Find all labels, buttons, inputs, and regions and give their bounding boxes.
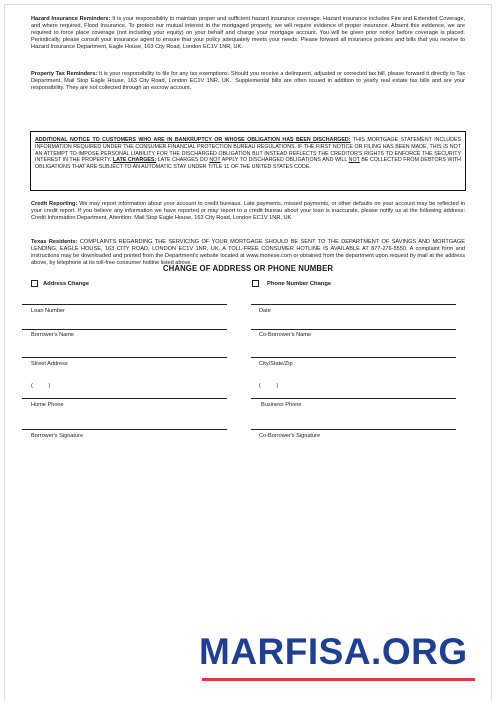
co-borrower-signature-label: Co-Borrower's Signature (259, 433, 321, 439)
late-charges-heading: LATE CHARGES: (112, 157, 157, 164)
business-phone-area-code: ( ) (259, 383, 279, 389)
co-borrower-name-field[interactable] (251, 329, 456, 330)
notice-body-1: THIS MORTGAGE STATEMENT INCLUDES INFORMATION REQUIRED UNDER THE CONSUMER FINANCIAL PROTECTION BUREAU REGULATIONS. IF THE FIRST NOTICE OR FILING HAS BEEN MADE, THIS IS NOT AN ATTEMPT TO IMPOSE PERSONAL LIABILITY FOR THE DISCHARGED OBLIGATION BUT INSTEAD REFLECTS THE CREDITOR'S RIGHTS TO ENFORCE THE SECURITY INTEREST IN THE PROPERTY. (35, 137, 461, 164)
phone-change-label: Phone Number Change (267, 281, 332, 287)
city-state-zip-label: City/State/Zip (259, 361, 293, 367)
credit-body: We may report information about your account to credit bureaus. Late payments, missed payments, or other defaults on your account may be reflected in your credit report. If you believe any information we have reported or may report to a credit bureau about your loan is inaccurate, please notify us at the following address: Credit Information Department, Attention: Mail Stop Eagle House, 163 City Road, London EC1V 1NR, UK. (31, 201, 465, 222)
borrower-name-field[interactable] (22, 329, 227, 330)
phone-change-checkbox[interactable] (252, 280, 259, 287)
logo-underline (202, 678, 475, 681)
borrower-signature-field[interactable] (22, 429, 227, 430)
property-tax-heading: Property Tax Reminders: (31, 71, 98, 77)
business-phone-label: Business Phone (261, 402, 302, 408)
credit-heading: Credit Reporting: (31, 201, 78, 207)
street-address-field[interactable] (22, 357, 227, 358)
credit-reporting-paragraph (31, 201, 465, 222)
city-state-zip-field[interactable] (251, 357, 456, 358)
notice-body-2: LATE CHARGES DO (156, 157, 210, 164)
co-borrower-signature-field[interactable] (251, 429, 456, 430)
property-tax-body: It is your responsibility to file for any tax exemptions. Should you receive a delinquent, adjusted or corrected tax bill, please forward it directly to Tax Department, Mail Stop Eagle House, 163 City Road, London EC1V 1NR, UK.. Supplemental bills are often issued in addition to yearly real estate tax bills and are your responsibility. They are not collected through an escrow account. (31, 71, 466, 92)
texas-heading: Texas Residents: (31, 239, 78, 245)
notice-not-2: NOT (348, 157, 360, 164)
marfisa-logo: MARFISA.ORG (199, 631, 468, 672)
address-change-label: Address Change (43, 281, 90, 287)
address-change-checkbox[interactable] (31, 280, 38, 287)
home-phone-field[interactable] (22, 398, 227, 399)
home-phone-label: Home Phone (31, 402, 64, 408)
borrower-name-label: Borrower's Name (31, 332, 75, 338)
notice-not-1: NOT (209, 157, 221, 164)
notice-body-3: APPLY TO DISCHARGED OBLIGATIONS AND WILL (220, 157, 349, 164)
hazard-body: It is your responsibility to maintain proper and sufficient hazard insurance coverage. Hazard insurance includes Fire and Extended Coverage, and where required, Flood Insurance. To protect our mutual interest in the mortgaged property, we will require evidence of proper insurance. Absent this evidence, we are required to force place coverage (not including your equity) on your behalf and charge your mortgage account. You will be given prior notice before coverage is placed. Periodically, please consult your insurance agent to ensure that your policy adequately meets your needs. Please forward all insurance policies and bills that you receive to Hazard Insurance Department, Eagle House, 163 City Road, London EC1V 1NR, UK. (31, 16, 465, 51)
loan-number-label: Loan Number (31, 308, 65, 314)
street-address-label: Street Address (31, 361, 68, 367)
notice-body-4: BE COLLECTED FROM DEBTORS WITH OBLIGATIONS THAT ARE SUBJECT TO AN AUTOMATIC STAY UNDER TITLE 11 OF THE UNITED STATES CODE. (35, 157, 462, 171)
texas-body: COMPLAINTS REGARDING THE SERVICING OF YOUR MORTGAGE SHOULD BE SENT TO THE DEPARTMENT OF SAVINGS AND MORTGAGE LENDING, EAGLE HOUSE, 163 CITY ROAD, LONDON EC1V 1NR, UK. A TOLL-FREE CONSUMER HOTLINE IS AVAILABLE AT 877-276-5550. A complaint form and instructions may be downloaded and printed from the Department's website located at www.monese.com or obtained from the department upon request by mail at the address above, by telephone at its toll-free consumer hotline listed above. (31, 239, 465, 267)
bankruptcy-notice-box (30, 131, 466, 191)
loan-number-field[interactable] (22, 304, 227, 305)
property-tax-paragraph (31, 71, 465, 92)
hazard-insurance-paragraph (31, 16, 465, 51)
document-page (4, 4, 492, 701)
form-title: CHANGE OF ADDRESS OR PHONE NUMBER (162, 264, 334, 273)
borrower-signature-label: Borrower's Signature (31, 433, 84, 439)
date-field[interactable] (251, 304, 456, 305)
date-label: Date (259, 308, 271, 314)
co-borrower-name-label: Co-Borrower's Name (259, 332, 312, 338)
notice-heading: ADDITIONAL NOTICE TO CUSTOMERS WHO ARE IN BANKRUPTCY OR WHOSE OBLIGATION HAS BEEN DISCHARGED: (35, 137, 351, 143)
business-phone-field[interactable] (251, 398, 456, 399)
hazard-heading: Hazard Insurance Reminders: (31, 16, 111, 22)
home-phone-area-code: ( ) (31, 383, 51, 389)
